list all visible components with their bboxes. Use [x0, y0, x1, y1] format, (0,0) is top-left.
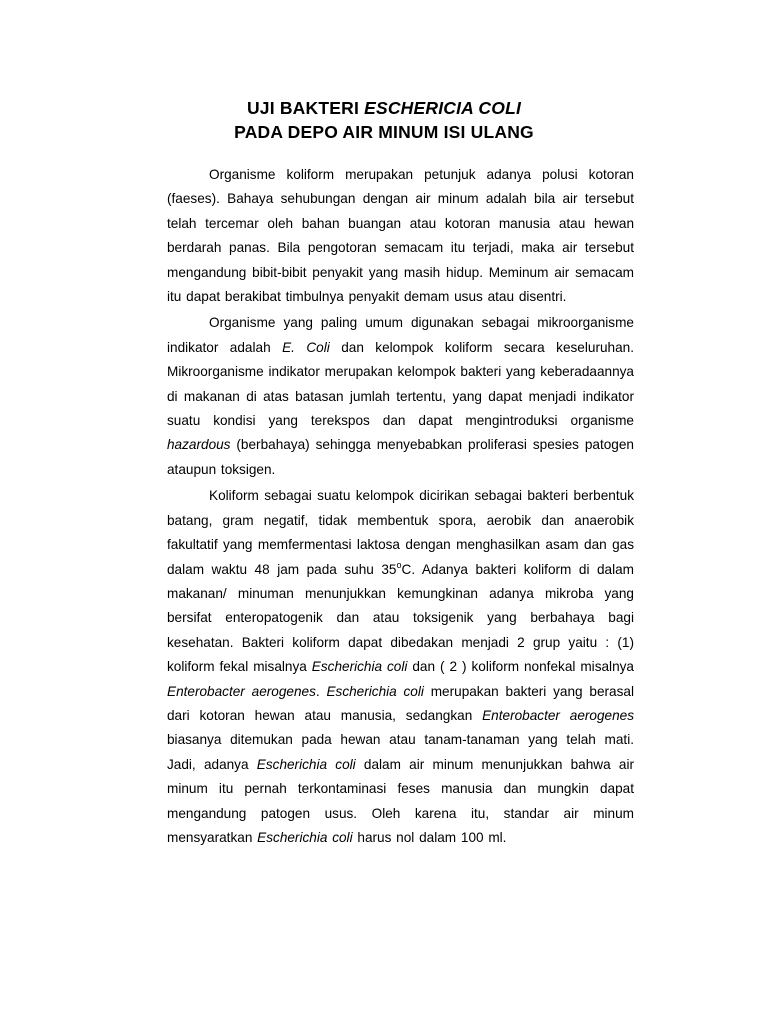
p2-text-1: Organisme yang paling umum digunakan sebagai mikroorganisme indikator adalah [167, 315, 634, 355]
document-body [167, 163, 634, 850]
p3-text-4: . [315, 683, 327, 699]
paragraph-2 [167, 311, 634, 482]
title-line-2: PADA DEPO AIR MINUM ISI ULANG [234, 122, 534, 142]
title-line-1 [0, 96, 768, 120]
p3-text-7: dalam air minum menunjukkan bahwa air minum itu pernah terkontaminasi feses manusia dan mungkin dapat mengandung patogen usus. Oleh karena itu, standar air minum mensyaratkan [167, 756, 634, 845]
paragraph-3 [167, 484, 634, 850]
p2-italic-2: hazardous [167, 437, 231, 453]
p3-text-6: biasanya ditemukan pada hewan atau tanam-tanaman yang telah mati. Jadi, adanya [167, 732, 634, 772]
p3-text-3: dan ( 2 ) koliform nonfekal misalnya [407, 659, 634, 675]
p3-italic-2: Enterobacter aerogenes [167, 683, 316, 699]
degree-symbol: o [396, 559, 402, 570]
title-species: ESCHERICIA COLI [364, 98, 522, 118]
p3-italic-3: Escherichia coli [326, 683, 424, 699]
paragraph-1 [167, 163, 634, 309]
p3-text-5: merupakan bakteri yang berasal dari kotoran hewan atau manusia, sedangkan [167, 683, 634, 723]
p3-text-2: C. Adanya bakteri koliform di dalam makanan/ minuman menunjukkan kemungkinan adanya mikroba yang bersifat enteropatogenik dan atau toksigenik yang berbahaya bagi kesehatan. Bakteri koliform dapat dibedakan menjadi 2 grup yaitu : (1) koliform fekal misalnya [167, 561, 635, 675]
p2-text-2: dan kelompok koliform secara keseluruhan. Mikroorganisme indikator merupakan kelompok bakteri yang keberadaannya di makanan di atas batasan jumlah tertentu, yang dapat menjadi indikator suatu kondisi yang terekspos dan dapat mengintroduksi organisme [167, 339, 634, 429]
paragraph-1-text: Organisme koliform merupakan petunjuk adanya polusi kotoran (faeses). Bahaya sehubungan dengan air minum adalah bila air tersebut telah tercemar oleh bahan buangan atau kotoran manusia atau hewan berdarah panas. Bila pengotoran semacam itu terjadi, maka air tersebut mengandung bibit-bibit penyakit yang masih hidup. Meminum air semacam itu dapat berakibat timbulnya penyakit demam usus atau disentri. [167, 167, 634, 305]
p2-text-3: (berbahaya) sehingga menyebabkan proliferasi spesies patogen ataupun toksigen. [167, 437, 634, 477]
p3-italic-5: Escherichia coli [256, 756, 356, 772]
document-title [0, 96, 768, 144]
p3-italic-6: Escherichia coli [257, 829, 353, 845]
p3-italic-4: Enterobacter aerogenes [482, 707, 635, 723]
p3-text-8: harus nol dalam 100 ml. [352, 829, 507, 845]
title-prefix: UJI BAKTERI [246, 98, 365, 118]
p3-italic-1: Escherichia coli [311, 659, 408, 675]
p2-italic-1: E. Coli [282, 339, 330, 355]
p3-text-1: Koliform sebagai suatu kelompok dicirikan sebagai bakteri berbentuk batang, gram negatif, tidak membentuk spora, aerobik dan anaerobik fakultatif yang memfermentasi laktosa dengan menghasilkan asam dan gas dalam waktu 48 jam pada suhu 35 [167, 488, 634, 577]
